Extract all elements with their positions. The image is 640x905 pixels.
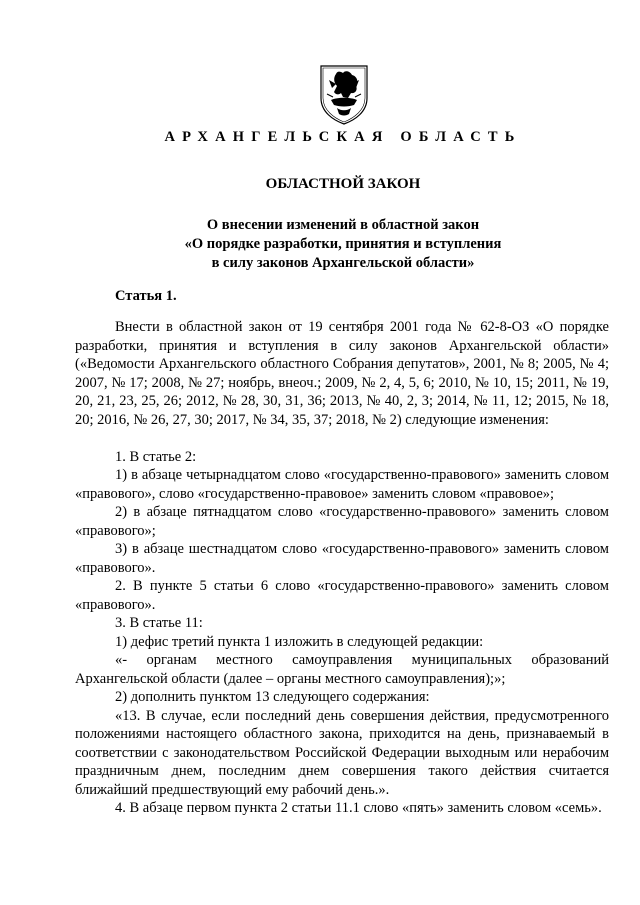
law-title-line: «О порядке разработки, принятия и вступления (184, 236, 502, 252)
amendment-item: 4. В абзаце первом пункта 2 статьи 11.1 слово «пять» заменить словом «семь». (115, 800, 602, 816)
region-name: АРХАНГЕЛЬСКАЯ ОБЛАСТЬ (164, 129, 522, 145)
amendment-item: 2) в абзаце пятнадцатом слово «государственно-правового» заменить словом «правового»; (75, 504, 609, 539)
amendment-item: 1. В статье 2: (115, 448, 197, 465)
amendment-item: 1) дефис третий пункта 1 изложить в следующей редакции: (115, 633, 484, 650)
law-title (0, 216, 640, 273)
arkhangelsk-coat-of-arms-icon (317, 64, 371, 126)
amendment-item: 2. В пункте 5 статьи 6 слово «государственно-правового» заменить словом «правового». (75, 578, 609, 613)
amendment-item: «- органам местного самоуправления муниципальных образований Архангельской области (далее – органы местного самоуправления);»; (75, 652, 609, 687)
article-heading: Статья 1. (115, 288, 177, 304)
amendment-item: 3) в абзаце шестнадцатом слово «государственно-правового» заменить словом «правового». (75, 541, 609, 576)
law-title-line: в силу законов Архангельской области» (211, 255, 475, 271)
amendment-item: 1) в абзаце четырнадцатом слово «государственно-правового» заменить словом «правового», слово «государственно-правовое» заменить словом «правовое»; (75, 467, 609, 502)
article-intro-paragraph: Внести в областной закон от 19 сентября 2001 года № 62-8-ОЗ «О порядке разработки, принятия и вступления в силу законов Архангельской области» («Ведомости Архангельского областного Собрания депутатов», 2001, № 8; 2005, № 4; 2007, № 17; 2008, № 27; ноябрь, внеоч.; 2009, № 2, 4, 5, 6; 2010, № 10, 15; 2011, № 19, 20, 21, 23, 25, 26; 2012, № 28, 30, 31, 36; 2013, № 40, 2, 3; 2014, № 11, 12; 2015, № 18, 20; 2016, № 26, 27, 30; 2017, № 34, 35, 37; 2018, № 2) следующие изменения: (75, 319, 609, 428)
law-type-heading: ОБЛАСТНОЙ ЗАКОН (265, 176, 421, 192)
amendment-item: 2) дополнить пунктом 13 следующего содержания: (115, 689, 430, 705)
amendment-item: «13. В случае, если последний день совершения действия, предусмотренного положениями настоящего областного закона, приходится на день, признаваемый в соответствии с законодательством Российской Федерации выходным или нерабочим праздничным днем, последним днем совершения такого действия считается ближайший предшествующий ему рабочий день.». (75, 707, 609, 798)
article-body (75, 318, 609, 818)
law-title-line: О внесении изменений в областной закон (206, 217, 480, 233)
amendment-item: 3. В статье 11: (115, 615, 203, 631)
